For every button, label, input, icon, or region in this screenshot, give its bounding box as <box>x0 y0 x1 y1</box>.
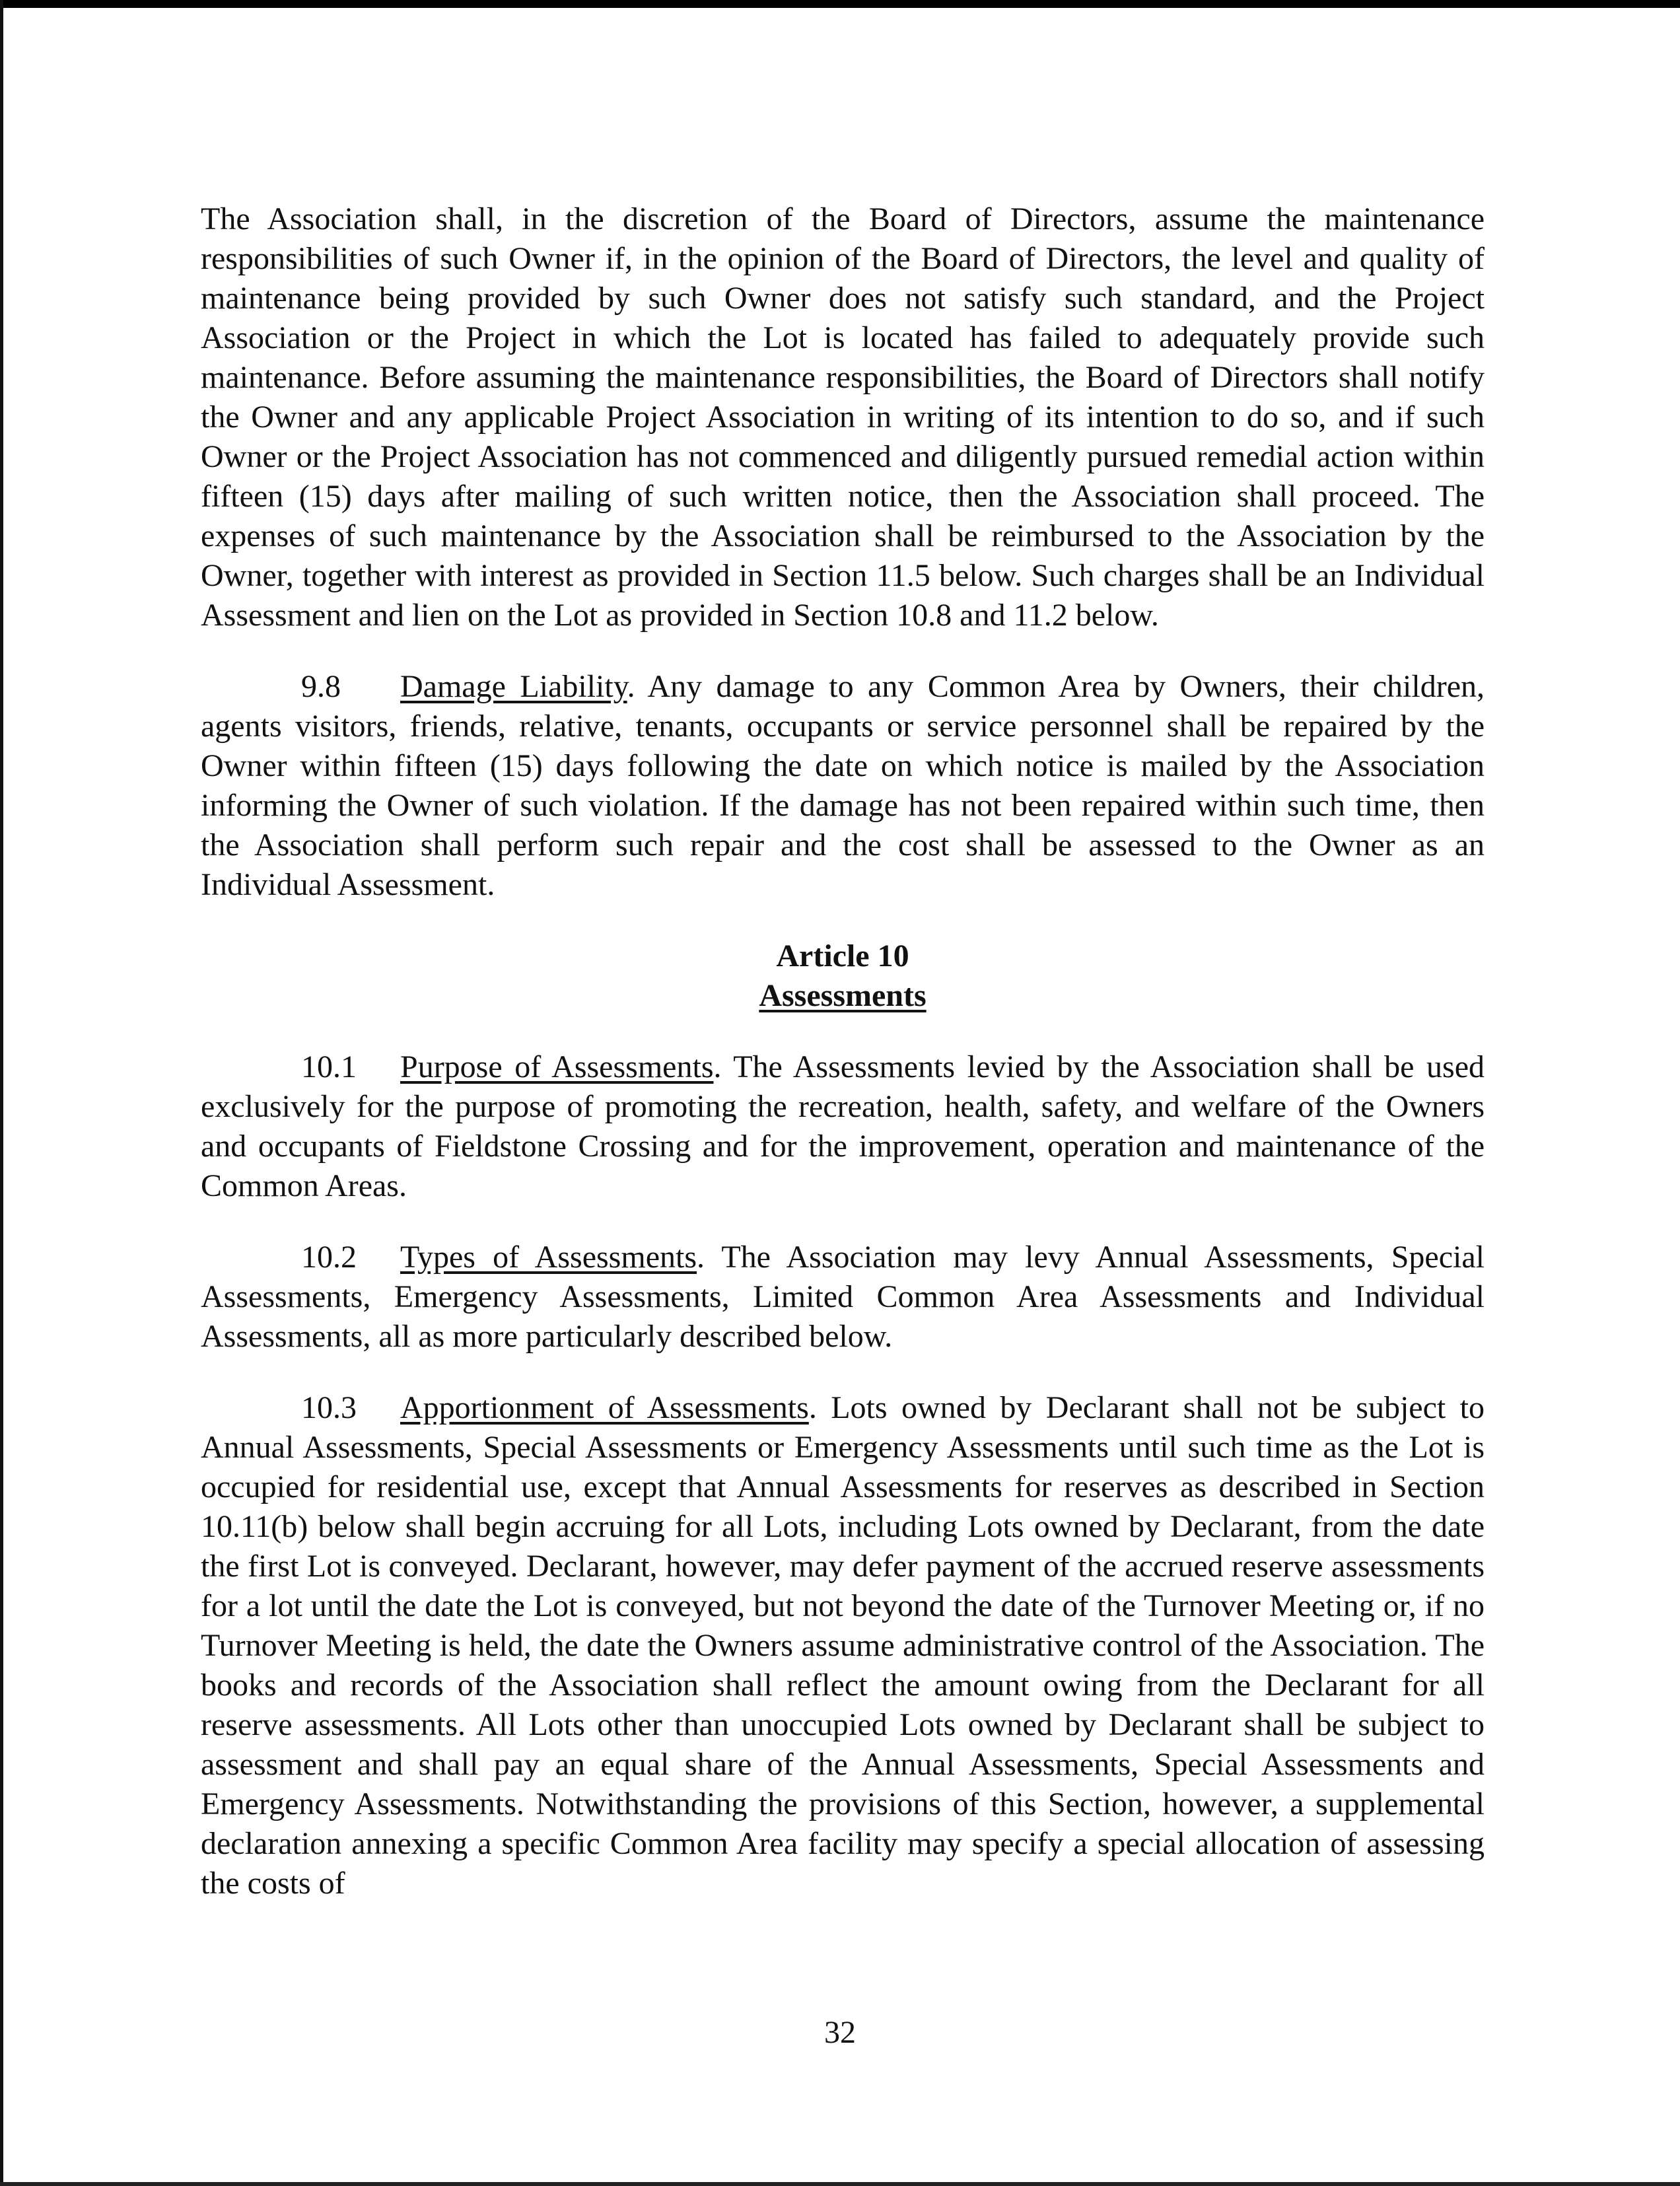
article-heading <box>201 936 1485 1016</box>
section-heading: Types of Assessments <box>400 1240 697 1275</box>
section-9-8 <box>201 667 1485 905</box>
section-heading: Damage Liability <box>400 669 627 704</box>
section-text: . The Assessments levied by the Association shall be used exclusively for the purpose of promoting the recreation, health, safety, and welfare of the Owners and occupants of Fieldstone Crossing and for the improvement, operation and maintenance of the Common Areas. <box>201 1049 1485 1203</box>
section-number: 10.3 <box>301 1390 357 1425</box>
article-title: Assessments <box>759 978 927 1013</box>
page-number: 32 <box>824 2015 856 2050</box>
section-text: . The Association may levy Annual Assessments, Special Assessments, Emergency Assessments, Limited Common Area Assessments and Individual Assessments, all as more particularly described below. <box>201 1240 1485 1354</box>
intro-paragraph: The Association shall, in the discretion of the Board of Directors, assume the maintenance responsibilities of such Owner if, in the opinion of the Board of Directors, the level and quality of maintenance being provided by such Owner does not satisfy such standard, and the Project Association or the Project in which the Lot is located has failed to adequately provide such maintenance. Before assuming the maintenance responsibilities, the Board of Directors shall notify the Owner and any applicable Project Association in writing of its intention to do so, and if such Owner or the Project Association has not commenced and diligently pursued remedial action within fifteen (15) days after mailing of such written notice, then the Association shall proceed. The expenses of such maintenance by the Association shall be reimbursed to the Association by the Owner, together with interest as provided in Section 11.5 below. Such charges shall be an Individual Assessment and lien on the Lot as provided in Section 10.8 and 11.2 below. <box>201 201 1485 633</box>
document-page <box>201 199 1485 1935</box>
scan-border-left <box>0 0 3 2186</box>
section-number: 10.1 <box>301 1049 357 1084</box>
section-text: . Lots owned by Declarant shall not be subject to Annual Assessments, Special Assessments or Emergency Assessments until such time as the Lot is occupied for residential use, except that Annual Assessments for reserves as described in Section 10.11(b) below shall begin accruing for all Lots, including Lots owned by Declarant, from the date the first Lot is conveyed. Declarant, however, may defer payment of the accrued reserve assessments for a lot until the date the Lot is conveyed, but not beyond the date of the Turnover Meeting or, if no Turnover Meeting is held, the date the Owners assume administrative control of the Association. The books and records of the Association shall reflect the amount owing from the Declarant for all reserve assessments. All Lots other than unoccupied Lots owned by Declarant shall be subject to assessment and shall pay an equal share of the Annual Assessments, Special Assessments and Emergency Assessments. Notwithstanding the provisions of this Section, however, a supplemental declaration annexing a specific Common Area facility may specify a special allocation of assessing the costs of <box>201 1390 1485 1901</box>
section-number: 10.2 <box>301 1240 357 1275</box>
section-text: . Any damage to any Common Area by Owners, their children, agents visitors, friends, relative, tenants, occupants or service personnel shall be repaired by the Owner within fifteen (15) days following the date on which notice is mailed by the Association informing the Owner of such violation. If the damage has not been repaired within such time, then the Association shall perform such repair and the cost shall be assessed to the Owner as an Individual Assessment. <box>201 669 1485 902</box>
section-10-1 <box>201 1047 1485 1206</box>
section-10-3 <box>201 1388 1485 1903</box>
section-10-2 <box>201 1238 1485 1357</box>
scan-border-top <box>0 0 1680 8</box>
section-heading: Purpose of Assessments <box>400 1049 714 1084</box>
section-heading: Apportionment of Assessments <box>400 1390 809 1425</box>
scan-border-bottom <box>0 2182 1680 2186</box>
section-number: 9.8 <box>301 669 341 704</box>
article-label: Article 10 <box>776 938 909 973</box>
